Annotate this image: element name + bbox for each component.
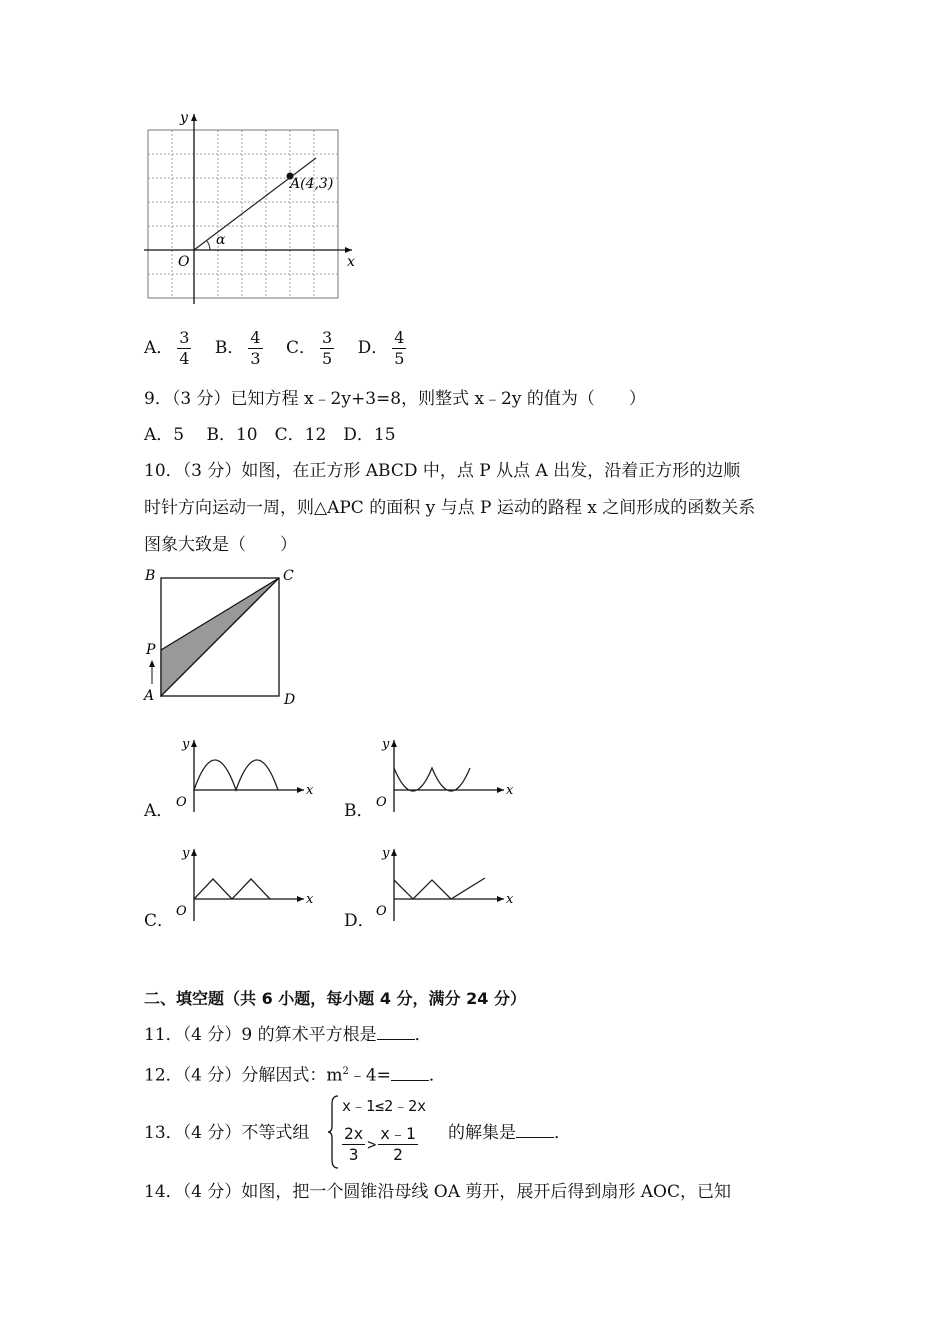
q9-options: A．5 B．10 C．12 D．15 xyxy=(144,425,396,445)
svg-text:O: O xyxy=(176,795,187,810)
q10-option-c-letter: C． xyxy=(144,911,175,931)
q10-option-a-graph xyxy=(170,734,320,816)
label-P: P xyxy=(146,642,156,658)
x-label: x xyxy=(347,254,355,270)
q13-answer-blank[interactable] xyxy=(516,1123,554,1138)
svg-text:x: x xyxy=(306,892,314,907)
q8-option-a: A． $\frac{3}{4}$ xyxy=(144,328,190,368)
label-C: C xyxy=(283,568,294,584)
q10-option-a-letter: A． xyxy=(144,801,174,821)
q11: 11．（4 分）9 的算术平方根是 ． xyxy=(144,1025,432,1045)
q10-option-d-graph xyxy=(370,843,520,925)
section2-heading: 二、填空题（共 6 小题，每小题 4 分，满分 24 分） xyxy=(144,989,526,1008)
q13-prefix: 13．（4 分）不等式组 xyxy=(144,1123,310,1143)
q8-options xyxy=(144,328,424,369)
q12-answer-blank[interactable] xyxy=(391,1066,429,1081)
q9-stem: 9．（3 分）已知方程 x﹣2y+3=8，则整式 x﹣2y 的值为（ ） xyxy=(144,389,646,409)
q13-suffix: 的解集是 ． xyxy=(448,1123,571,1143)
y-label: y xyxy=(180,110,188,126)
q8-option-b: B． $\frac{4}{3}$ xyxy=(214,328,261,368)
svg-text:x: x xyxy=(506,892,514,907)
q10-square-figure xyxy=(140,564,310,709)
svg-text:y: y xyxy=(382,737,390,752)
angle-label: α xyxy=(216,232,226,248)
q13-brace xyxy=(328,1094,340,1170)
q12: 12．（4 分）分解因式：$m^2﹣4=$ ． xyxy=(144,1065,446,1086)
q14-stem: 14．（4 分）如图，把一个圆锥沿母线 OA 剪开，展开后得到扇形 AOC，已知 xyxy=(144,1182,731,1202)
svg-text:O: O xyxy=(176,904,187,919)
svg-text:y: y xyxy=(382,846,390,861)
q11-answer-blank[interactable] xyxy=(377,1025,415,1040)
svg-text:O: O xyxy=(376,904,387,919)
q8-option-d: D． $\frac{4}{5}$ xyxy=(357,328,405,368)
label-B: B xyxy=(145,568,156,584)
q10-option-b-graph xyxy=(370,734,520,816)
q8-option-c: C． $\frac{3}{5}$ xyxy=(285,328,333,368)
q10-option-d-letter: D． xyxy=(344,911,375,931)
q10-line-1: 10．（3 分）如图，在正方形 ABCD 中，点 P 从点 A 出发，沿着正方形的边顺 xyxy=(144,461,741,481)
q13-inequality-1: x﹣1≤2﹣2x xyxy=(342,1097,427,1115)
origin-label: O xyxy=(178,254,190,270)
ray-OA xyxy=(194,158,316,250)
label-A: A xyxy=(144,688,155,704)
svg-text:y: y xyxy=(182,846,190,861)
label-D: D xyxy=(284,692,296,708)
q10-option-c-graph xyxy=(170,843,320,925)
q13-inequality-2: $\frac{2x}{3}$ > $\frac{x﹣1}{2}$ xyxy=(344,1124,416,1164)
point-A-label: A(4,3) xyxy=(290,176,334,192)
q8-coordinate-graph xyxy=(140,108,365,308)
svg-text:x: x xyxy=(506,783,514,798)
grid xyxy=(148,130,338,298)
svg-text:x: x xyxy=(306,783,314,798)
q10-option-b-letter: B． xyxy=(344,801,374,821)
q10-line-3: 图象大致是（ ） xyxy=(144,535,297,555)
svg-text:y: y xyxy=(182,737,190,752)
q10-line-2: 时针方向运动一周，则△APC 的面积 y 与点 P 运动的路程 x 之间形成的函数关系 xyxy=(144,498,756,518)
svg-text:O: O xyxy=(376,795,387,810)
